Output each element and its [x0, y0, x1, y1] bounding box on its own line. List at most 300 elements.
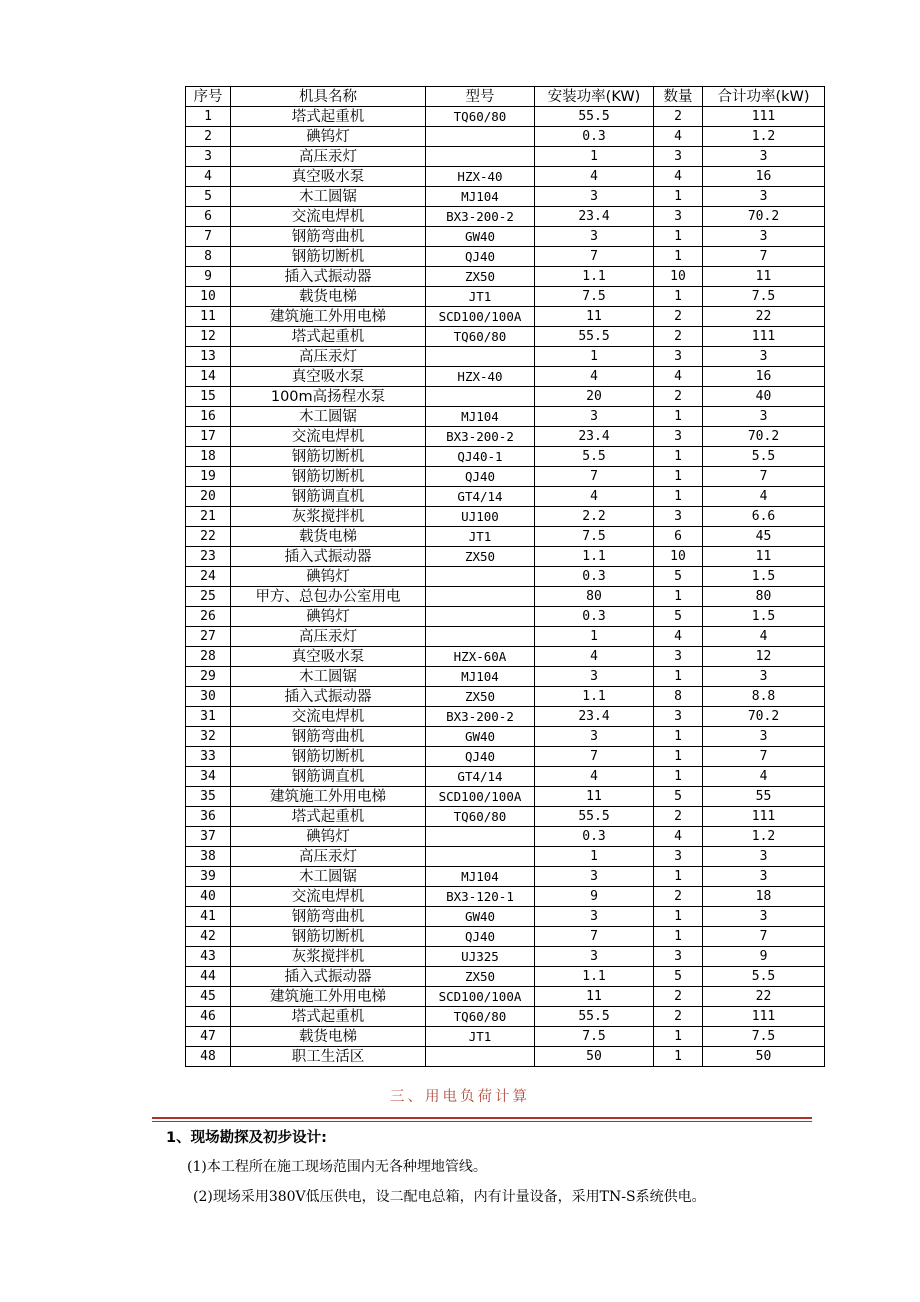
cell-index: 35: [186, 787, 231, 807]
cell-quantity: 1: [654, 227, 703, 247]
table-row: [186, 587, 825, 607]
cell-quantity: 1: [654, 727, 703, 747]
cell-model: SCD100/100A: [426, 307, 535, 327]
cell-total-power: 5.5: [703, 447, 825, 467]
cell-equipment-name: 职工生活区: [231, 1047, 426, 1067]
cell-index: 10: [186, 287, 231, 307]
cell-quantity: 4: [654, 827, 703, 847]
cell-total-power: 3: [703, 727, 825, 747]
table-row: [186, 1007, 825, 1027]
cell-total-power: 7: [703, 467, 825, 487]
cell-model: ZX50: [426, 267, 535, 287]
cell-quantity: 1: [654, 767, 703, 787]
cell-model: [426, 127, 535, 147]
cell-index: 20: [186, 487, 231, 507]
cell-equipment-name: 钢筋切断机: [231, 247, 426, 267]
cell-installed-power: 55.5: [535, 107, 654, 127]
cell-equipment-name: 高压汞灯: [231, 627, 426, 647]
cell-quantity: 1: [654, 667, 703, 687]
cell-installed-power: 1.1: [535, 687, 654, 707]
cell-equipment-name: 钢筋调直机: [231, 487, 426, 507]
cell-index: 32: [186, 727, 231, 747]
cell-total-power: 18: [703, 887, 825, 907]
cell-total-power: 16: [703, 167, 825, 187]
cell-model: ZX50: [426, 547, 535, 567]
cell-quantity: 2: [654, 307, 703, 327]
cell-index: 22: [186, 527, 231, 547]
cell-quantity: 4: [654, 127, 703, 147]
cell-equipment-name: 钢筋弯曲机: [231, 907, 426, 927]
cell-quantity: 10: [654, 547, 703, 567]
cell-model: QJ40: [426, 747, 535, 767]
cell-installed-power: 23.4: [535, 207, 654, 227]
table-row: [186, 127, 825, 147]
cell-total-power: 7: [703, 247, 825, 267]
cell-model: MJ104: [426, 867, 535, 887]
cell-index: 8: [186, 247, 231, 267]
cell-installed-power: 3: [535, 907, 654, 927]
cell-installed-power: 20: [535, 387, 654, 407]
cell-total-power: 50: [703, 1047, 825, 1067]
cell-quantity: 1: [654, 467, 703, 487]
cell-model: ZX50: [426, 687, 535, 707]
cell-equipment-name: 碘钨灯: [231, 127, 426, 147]
cell-installed-power: 11: [535, 987, 654, 1007]
cell-installed-power: 3: [535, 947, 654, 967]
cell-equipment-name: 真空吸水泵: [231, 167, 426, 187]
cell-installed-power: 23.4: [535, 707, 654, 727]
cell-equipment-name: 塔式起重机: [231, 107, 426, 127]
table-row: [186, 827, 825, 847]
header-total-power: 合计功率(kW): [703, 87, 825, 107]
cell-model: JT1: [426, 1027, 535, 1047]
cell-model: QJ40: [426, 927, 535, 947]
cell-model: TQ60/80: [426, 1007, 535, 1027]
cell-equipment-name: 载货电梯: [231, 1027, 426, 1047]
cell-installed-power: 55.5: [535, 327, 654, 347]
cell-installed-power: 11: [535, 787, 654, 807]
cell-installed-power: 4: [535, 767, 654, 787]
cell-installed-power: 11: [535, 307, 654, 327]
cell-quantity: 2: [654, 1007, 703, 1027]
cell-installed-power: 1: [535, 347, 654, 367]
cell-installed-power: 7: [535, 247, 654, 267]
table-row: [186, 747, 825, 767]
cell-model: [426, 1047, 535, 1067]
cell-index: 18: [186, 447, 231, 467]
table-row: [186, 107, 825, 127]
cell-installed-power: 55.5: [535, 1007, 654, 1027]
cell-quantity: 3: [654, 147, 703, 167]
cell-quantity: 5: [654, 967, 703, 987]
cell-equipment-name: 钢筋切断机: [231, 927, 426, 947]
cell-equipment-name: 塔式起重机: [231, 807, 426, 827]
cell-total-power: 7: [703, 927, 825, 947]
cell-equipment-name: 碘钨灯: [231, 827, 426, 847]
cell-total-power: 3: [703, 407, 825, 427]
cell-installed-power: 3: [535, 187, 654, 207]
table-row: [186, 407, 825, 427]
cell-quantity: 3: [654, 207, 703, 227]
cell-model: GT4/14: [426, 487, 535, 507]
cell-index: 1: [186, 107, 231, 127]
cell-installed-power: 0.3: [535, 827, 654, 847]
cell-equipment-name: 灰浆搅拌机: [231, 947, 426, 967]
cell-quantity: 5: [654, 567, 703, 587]
table-row: [186, 327, 825, 347]
cell-total-power: 3: [703, 187, 825, 207]
cell-equipment-name: 交流电焊机: [231, 207, 426, 227]
cell-installed-power: 3: [535, 227, 654, 247]
cell-quantity: 2: [654, 327, 703, 347]
table-row: [186, 647, 825, 667]
cell-equipment-name: 真空吸水泵: [231, 367, 426, 387]
subsection-heading: 1、现场勘探及初步设计:: [166, 1130, 327, 1146]
cell-equipment-name: 建筑施工外用电梯: [231, 787, 426, 807]
table-row: [186, 707, 825, 727]
cell-total-power: 6.6: [703, 507, 825, 527]
cell-quantity: 5: [654, 607, 703, 627]
cell-installed-power: 7: [535, 747, 654, 767]
cell-equipment-name: 甲方、总包办公室用电: [231, 587, 426, 607]
cell-model: UJ100: [426, 507, 535, 527]
cell-total-power: 22: [703, 987, 825, 1007]
cell-quantity: 4: [654, 167, 703, 187]
cell-installed-power: 1.1: [535, 967, 654, 987]
table-body: [186, 107, 825, 1067]
cell-total-power: 4: [703, 767, 825, 787]
table-row: [186, 847, 825, 867]
table-row: [186, 147, 825, 167]
cell-index: 23: [186, 547, 231, 567]
cell-model: [426, 607, 535, 627]
cell-index: 43: [186, 947, 231, 967]
cell-model: GW40: [426, 907, 535, 927]
header-model: 型号: [426, 87, 535, 107]
cell-equipment-name: 钢筋切断机: [231, 747, 426, 767]
cell-total-power: 11: [703, 547, 825, 567]
cell-index: 3: [186, 147, 231, 167]
cell-index: 5: [186, 187, 231, 207]
table-row: [186, 187, 825, 207]
cell-index: 6: [186, 207, 231, 227]
cell-total-power: 3: [703, 147, 825, 167]
cell-equipment-name: 碘钨灯: [231, 567, 426, 587]
cell-installed-power: 0.3: [535, 607, 654, 627]
cell-index: 26: [186, 607, 231, 627]
cell-index: 19: [186, 467, 231, 487]
cell-total-power: 7: [703, 747, 825, 767]
cell-model: TQ60/80: [426, 327, 535, 347]
cell-quantity: 2: [654, 107, 703, 127]
table-row: [186, 987, 825, 1007]
cell-quantity: 4: [654, 627, 703, 647]
cell-equipment-name: 钢筋切断机: [231, 467, 426, 487]
cell-installed-power: 55.5: [535, 807, 654, 827]
cell-installed-power: 9: [535, 887, 654, 907]
cell-installed-power: 1.1: [535, 267, 654, 287]
cell-installed-power: 3: [535, 867, 654, 887]
cell-index: 7: [186, 227, 231, 247]
cell-total-power: 7.5: [703, 287, 825, 307]
cell-equipment-name: 木工圆锯: [231, 867, 426, 887]
cell-index: 33: [186, 747, 231, 767]
cell-total-power: 3: [703, 347, 825, 367]
cell-total-power: 9: [703, 947, 825, 967]
table-row: [186, 507, 825, 527]
cell-total-power: 70.2: [703, 207, 825, 227]
cell-total-power: 55: [703, 787, 825, 807]
cell-installed-power: 3: [535, 407, 654, 427]
table-header-row: [186, 87, 825, 107]
cell-equipment-name: 木工圆锯: [231, 187, 426, 207]
cell-index: 31: [186, 707, 231, 727]
cell-installed-power: 50: [535, 1047, 654, 1067]
section-divider-thin: [152, 1121, 812, 1122]
table-row: [186, 967, 825, 987]
cell-model: GW40: [426, 227, 535, 247]
cell-installed-power: 7.5: [535, 287, 654, 307]
table-row: [186, 607, 825, 627]
cell-installed-power: 3: [535, 667, 654, 687]
cell-equipment-name: 钢筋切断机: [231, 447, 426, 467]
cell-model: MJ104: [426, 187, 535, 207]
cell-equipment-name: 100m高扬程水泵: [231, 387, 426, 407]
cell-total-power: 111: [703, 1007, 825, 1027]
cell-installed-power: 1.1: [535, 547, 654, 567]
section-title: 三、用电负荷计算: [390, 1089, 530, 1105]
header-index: 序号: [186, 87, 231, 107]
cell-model: [426, 627, 535, 647]
cell-quantity: 10: [654, 267, 703, 287]
header-quantity: 数量: [654, 87, 703, 107]
cell-index: 45: [186, 987, 231, 1007]
cell-model: SCD100/100A: [426, 987, 535, 1007]
table-row: [186, 907, 825, 927]
cell-total-power: 3: [703, 227, 825, 247]
cell-quantity: 1: [654, 447, 703, 467]
cell-installed-power: 4: [535, 367, 654, 387]
header-equipment-name: 机具名称: [231, 87, 426, 107]
cell-model: MJ104: [426, 667, 535, 687]
cell-quantity: 1: [654, 927, 703, 947]
cell-installed-power: 7: [535, 927, 654, 947]
cell-quantity: 1: [654, 407, 703, 427]
cell-total-power: 1.5: [703, 607, 825, 627]
cell-quantity: 3: [654, 947, 703, 967]
cell-index: 46: [186, 1007, 231, 1027]
section-divider: [152, 1117, 812, 1119]
table-row: [186, 227, 825, 247]
cell-total-power: 4: [703, 627, 825, 647]
table-row: [186, 1027, 825, 1047]
cell-model: HZX-40: [426, 367, 535, 387]
table-row: [186, 627, 825, 647]
cell-installed-power: 23.4: [535, 427, 654, 447]
cell-installed-power: 7.5: [535, 527, 654, 547]
cell-model: QJ40-1: [426, 447, 535, 467]
cell-quantity: 1: [654, 747, 703, 767]
cell-index: 42: [186, 927, 231, 947]
cell-model: [426, 347, 535, 367]
table-row: [186, 667, 825, 687]
cell-equipment-name: 钢筋调直机: [231, 767, 426, 787]
cell-installed-power: 1: [535, 147, 654, 167]
header-installed-power: 安装功率(KW): [535, 87, 654, 107]
cell-index: 15: [186, 387, 231, 407]
cell-total-power: 11: [703, 267, 825, 287]
equipment-power-table: [185, 86, 825, 1067]
cell-quantity: 6: [654, 527, 703, 547]
cell-total-power: 5.5: [703, 967, 825, 987]
table-row: [186, 467, 825, 487]
cell-equipment-name: 钢筋弯曲机: [231, 727, 426, 747]
cell-equipment-name: 建筑施工外用电梯: [231, 987, 426, 1007]
cell-equipment-name: 插入式振动器: [231, 687, 426, 707]
cell-equipment-name: 高压汞灯: [231, 847, 426, 867]
cell-equipment-name: 碘钨灯: [231, 607, 426, 627]
cell-index: 9: [186, 267, 231, 287]
cell-equipment-name: 钢筋弯曲机: [231, 227, 426, 247]
table-row: [186, 787, 825, 807]
cell-index: 17: [186, 427, 231, 447]
cell-total-power: 1.2: [703, 127, 825, 147]
cell-total-power: 3: [703, 907, 825, 927]
cell-quantity: 2: [654, 887, 703, 907]
table-row: [186, 807, 825, 827]
cell-total-power: 80: [703, 587, 825, 607]
cell-index: 25: [186, 587, 231, 607]
table-row: [186, 447, 825, 467]
cell-total-power: 4: [703, 487, 825, 507]
cell-total-power: 3: [703, 667, 825, 687]
table-row: [186, 927, 825, 947]
cell-total-power: 70.2: [703, 427, 825, 447]
cell-index: 39: [186, 867, 231, 887]
cell-model: [426, 147, 535, 167]
cell-total-power: 7.5: [703, 1027, 825, 1047]
cell-equipment-name: 交流电焊机: [231, 427, 426, 447]
cell-quantity: 8: [654, 687, 703, 707]
cell-quantity: 3: [654, 427, 703, 447]
cell-quantity: 1: [654, 487, 703, 507]
cell-model: SCD100/100A: [426, 787, 535, 807]
cell-quantity: 1: [654, 247, 703, 267]
cell-installed-power: 4: [535, 647, 654, 667]
cell-model: QJ40: [426, 247, 535, 267]
table-row: [186, 947, 825, 967]
cell-index: 48: [186, 1047, 231, 1067]
cell-total-power: 111: [703, 807, 825, 827]
cell-total-power: 3: [703, 847, 825, 867]
cell-quantity: 3: [654, 647, 703, 667]
cell-model: GT4/14: [426, 767, 535, 787]
table-row: [186, 727, 825, 747]
cell-installed-power: 7: [535, 467, 654, 487]
cell-equipment-name: 载货电梯: [231, 527, 426, 547]
table-row: [186, 547, 825, 567]
cell-quantity: 1: [654, 187, 703, 207]
cell-index: 36: [186, 807, 231, 827]
cell-index: 14: [186, 367, 231, 387]
cell-total-power: 40: [703, 387, 825, 407]
cell-quantity: 3: [654, 707, 703, 727]
cell-model: TQ60/80: [426, 107, 535, 127]
cell-quantity: 1: [654, 1047, 703, 1067]
cell-index: 12: [186, 327, 231, 347]
table-row: [186, 287, 825, 307]
cell-index: 16: [186, 407, 231, 427]
cell-model: TQ60/80: [426, 807, 535, 827]
cell-model: JT1: [426, 287, 535, 307]
table-row: [186, 1047, 825, 1067]
cell-index: 47: [186, 1027, 231, 1047]
cell-quantity: 1: [654, 287, 703, 307]
cell-model: [426, 827, 535, 847]
cell-installed-power: 5.5: [535, 447, 654, 467]
table-row: [186, 167, 825, 187]
cell-index: 2: [186, 127, 231, 147]
cell-index: 37: [186, 827, 231, 847]
cell-quantity: 1: [654, 587, 703, 607]
cell-equipment-name: 交流电焊机: [231, 707, 426, 727]
cell-quantity: 4: [654, 367, 703, 387]
cell-quantity: 2: [654, 387, 703, 407]
cell-equipment-name: 高压汞灯: [231, 147, 426, 167]
cell-installed-power: 0.3: [535, 127, 654, 147]
cell-model: BX3-200-2: [426, 207, 535, 227]
cell-index: 41: [186, 907, 231, 927]
cell-model: GW40: [426, 727, 535, 747]
cell-total-power: 8.8: [703, 687, 825, 707]
cell-index: 29: [186, 667, 231, 687]
paragraph-1: (1)本工程所在施工现场范围内无各种埋地管线。: [187, 1159, 487, 1175]
cell-model: ZX50: [426, 967, 535, 987]
cell-index: 27: [186, 627, 231, 647]
cell-installed-power: 0.3: [535, 567, 654, 587]
cell-quantity: 1: [654, 907, 703, 927]
cell-model: JT1: [426, 527, 535, 547]
cell-model: BX3-200-2: [426, 427, 535, 447]
cell-installed-power: 1: [535, 627, 654, 647]
cell-index: 30: [186, 687, 231, 707]
cell-equipment-name: 高压汞灯: [231, 347, 426, 367]
table-row: [186, 567, 825, 587]
cell-installed-power: 7.5: [535, 1027, 654, 1047]
cell-model: [426, 587, 535, 607]
cell-model: [426, 847, 535, 867]
table-row: [186, 247, 825, 267]
cell-index: 34: [186, 767, 231, 787]
cell-equipment-name: 木工圆锯: [231, 407, 426, 427]
cell-total-power: 3: [703, 867, 825, 887]
cell-index: 44: [186, 967, 231, 987]
cell-equipment-name: 建筑施工外用电梯: [231, 307, 426, 327]
cell-quantity: 3: [654, 347, 703, 367]
cell-quantity: 2: [654, 807, 703, 827]
table-row: [186, 367, 825, 387]
cell-model: QJ40: [426, 467, 535, 487]
cell-model: [426, 387, 535, 407]
table-row: [186, 687, 825, 707]
cell-total-power: 70.2: [703, 707, 825, 727]
table-row: [186, 887, 825, 907]
cell-model: MJ104: [426, 407, 535, 427]
cell-model: [426, 567, 535, 587]
table-row: [186, 867, 825, 887]
cell-quantity: 1: [654, 867, 703, 887]
cell-index: 28: [186, 647, 231, 667]
